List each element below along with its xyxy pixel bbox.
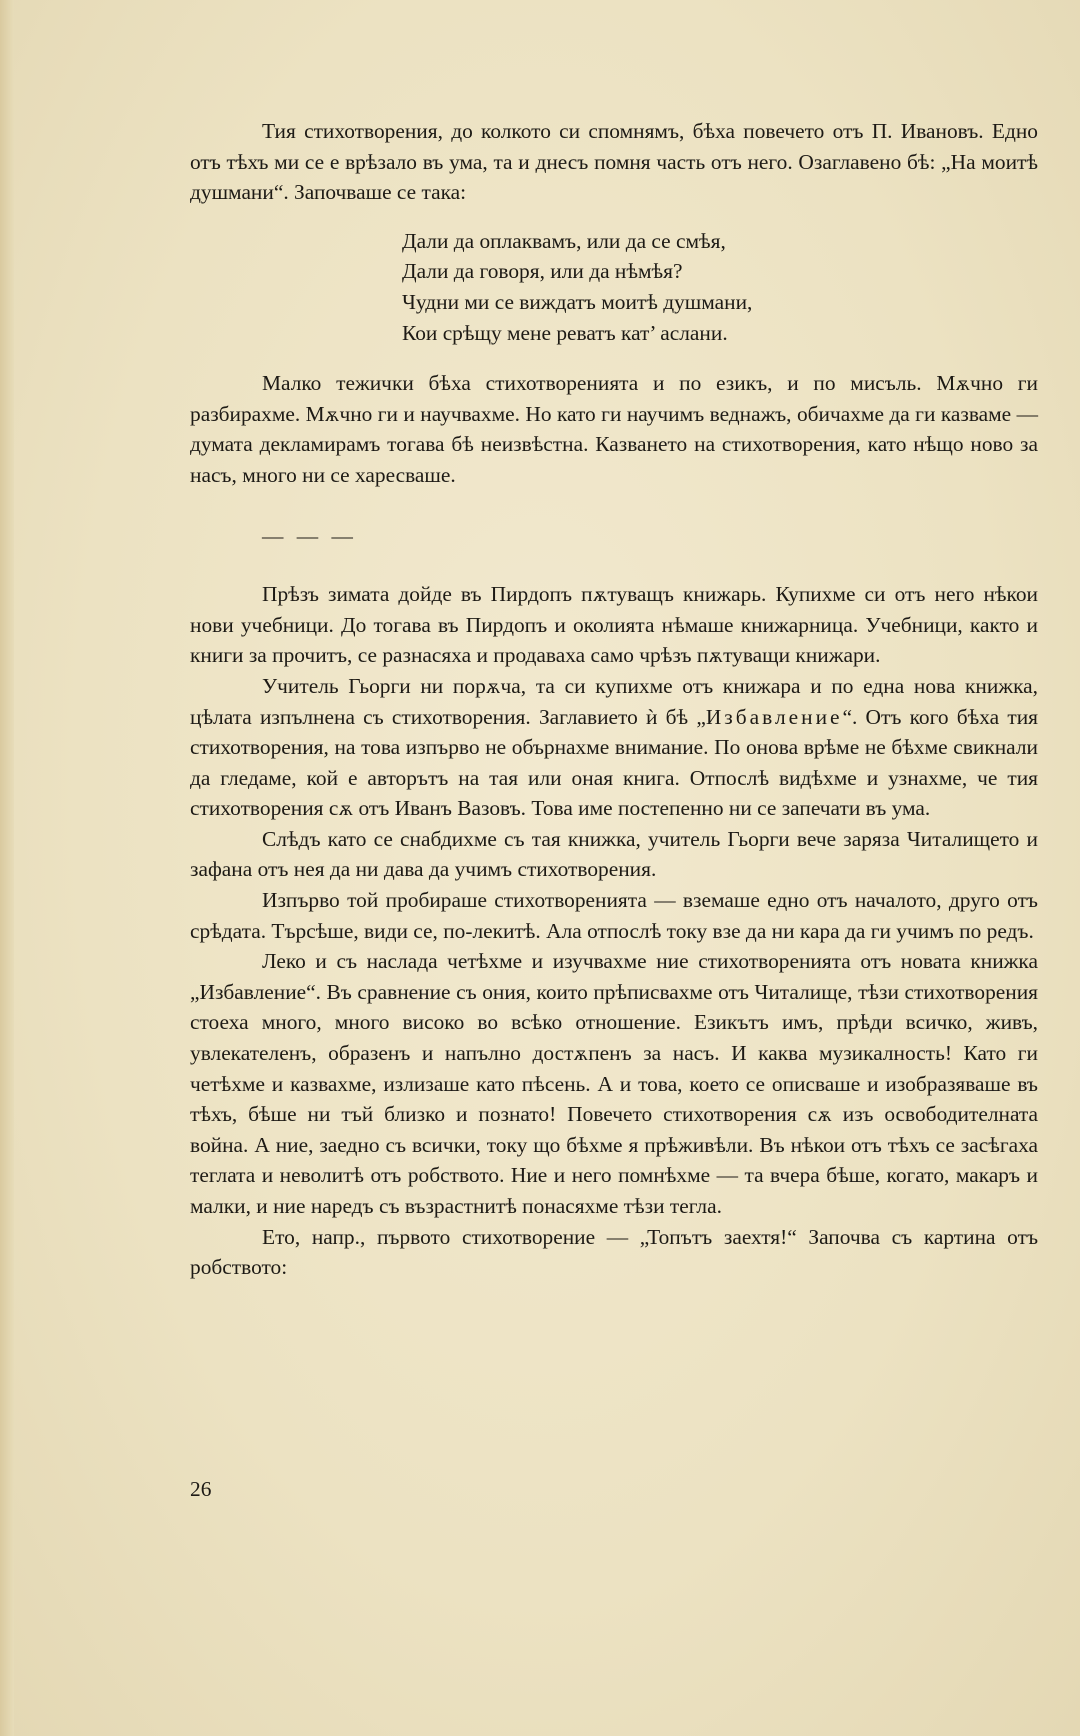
paragraph-4-text: Учитель Гьорги ни порѫча, та си купихме отъ книжара и по една нова книжка, цѣлата изпълнена съ стихотворения. Заглавието ѝ бѣ „ (190, 673, 1038, 729)
book-title: Избавление (705, 704, 843, 729)
verse-line: Дали да говоря, или да нѣмѣя? (402, 259, 683, 284)
section-separator: — — — (262, 523, 357, 548)
body-text (190, 116, 1038, 1283)
page-edge-shadow (0, 0, 14, 1736)
paragraph-6: Изпърво той пробираше стихотворенията — вземаше едно отъ началото, друго отъ срѣдата. Търсѣше, види се, по-лекитѣ. Ала отпослѣ току взе да ни кара да ги учимъ по редъ. (190, 888, 1038, 943)
page-number: 26 (190, 1477, 212, 1501)
paragraph-2: Малко тежички бѣха стихотворенията и по езикъ, и по мисъль. Мѫчно ги разбирахме. Мѫчно ги и научвахме. Но като ги научимъ веднажъ, обичахме да ги казваме — думата декламирамъ тогава бѣ неизвѣстна. Казването на стихотворения, като нѣщо ново за насъ, много ни се харесваше. (190, 371, 1038, 487)
paragraph-3: Прѣзъ зимата дойде въ Пирдопъ пѫтуващъ книжарь. Купихме си отъ него нѣкои нови учебници. До тогава въ Пирдопъ и околията нѣмаше книжарница. Учебници, както и книги за прочитъ, се разнасяха и продаваха само чрѣзъ пѫтуващи книжари. (190, 582, 1038, 668)
verse-line: Кои срѣщу мене реватъ кат’ аслани. (402, 320, 728, 345)
paragraph-1: Тия стихотворения, до колкото си спомнямъ, бѣха повечето отъ П. Ивановъ. Едно отъ тѣхъ ми се е врѣзало въ ума, та и днесъ помня часть отъ него. Озаглавено бѣ: „На моитѣ душмани“. Започваше се така: (190, 119, 1038, 205)
paragraph-5: Слѣдъ като се снабдихме съ тая книжка, учитель Гьорги вече заряза Читалището и зафана отъ нея да ни дава да учимъ стихотворения. (190, 826, 1038, 882)
paragraph-7: Леко и съ наслада четѣхме и изучвахме ние стихотворенията отъ новата книжка „Избавление“. Въ сравнение съ ония, които прѣписвахме отъ Читалище, тѣзи стихотворения стоеха много, много високо во всѣко отношение. Езикътъ имъ, прѣди всичко, живъ, увлекателенъ, образенъ и напълно достѫпенъ за насъ. И каква музикалность! Като ги четѣхме и казвахме, излизаше като пѣсень. А и това, което се описваше и изобразяваше въ тѣхъ, бѣше ни тъй близко и познато! Повечето стихотворения сѫ изъ освободителната война. А ние, заедно съ всички, току що бѣхме я прѣживѣли. Въ нѣкои отъ тѣхъ се засѣгаха теглата и неволитѣ отъ робството. Ние и него помнѣхме — та вчера бѣше, когато, макаръ и малки, и ние наредъ съ възрастнитѣ понасяхме тѣзи тегла. (190, 949, 1038, 1218)
verse-line: Чудни ми се виждатъ моитѣ душмани, (402, 289, 753, 314)
paragraph-4-text: “. Отъ кого бѣха тия стихотворения, на това изпърво не обърнахме внимание. По онова врѣме не бѣхме свикнали да гледаме, кой е авторътъ на тая или оная книга. Отпослѣ видѣхме и узнахме, че тия стихотворения сѫ отъ Иванъ Вазовъ. Това име постепенно ни се запечати въ ума. (190, 704, 1038, 821)
paragraph-4 (190, 671, 1038, 824)
poem-excerpt (402, 226, 1038, 348)
paragraph-8: Ето, напр., първото стихотворение — „Топътъ заехтя!“ Започва съ картина отъ робството: (190, 1224, 1038, 1280)
verse-line: Дали да оплаквамъ, или да се смѣя, (402, 228, 726, 253)
